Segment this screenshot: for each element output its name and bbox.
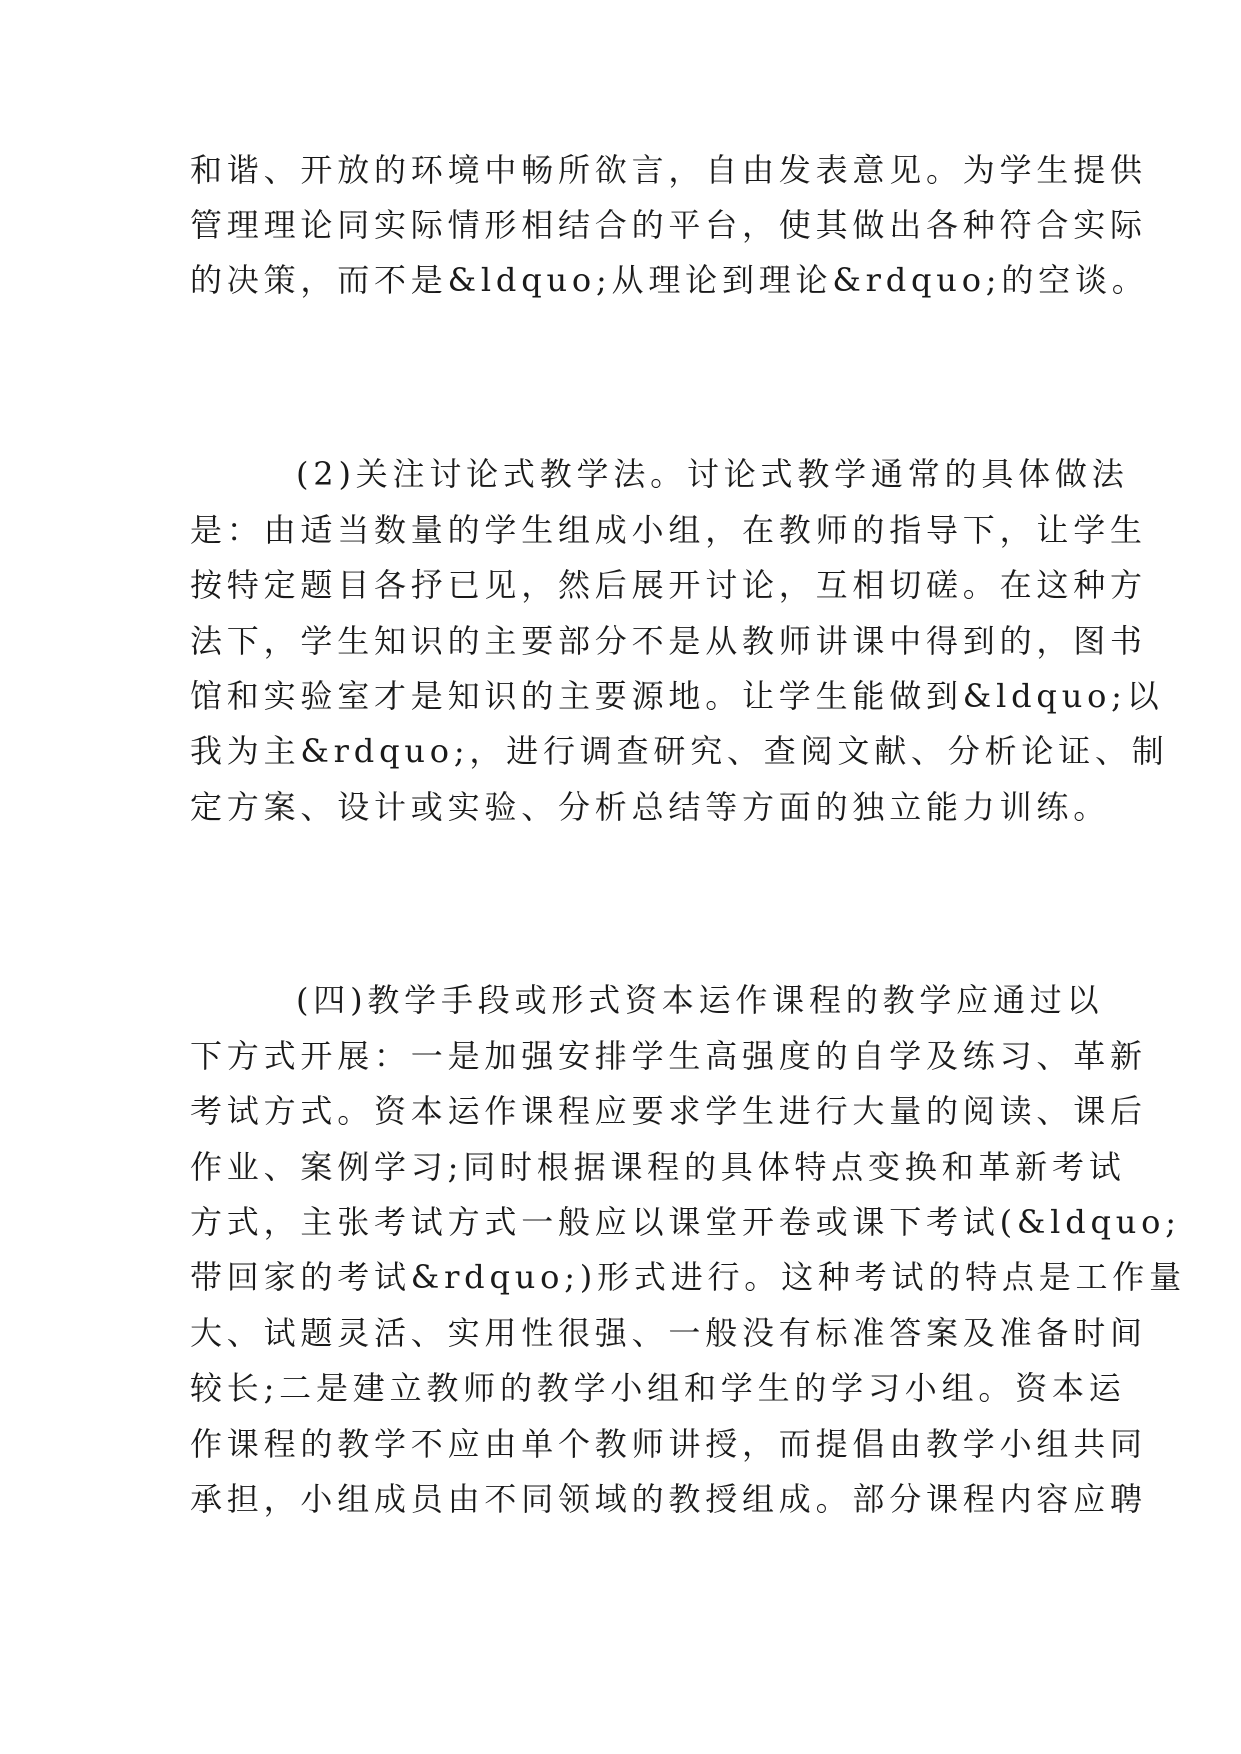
text-line: 带回家的考试&rdquo;)形式进行。这种考试的特点是工作量	[190, 1258, 1186, 1296]
text-line: (2)关注讨论式教学法。讨论式教学通常的具体做法	[296, 455, 1129, 493]
text-line: 承担，小组成员由不同领域的教授组成。部分课程内容应聘	[190, 1480, 1147, 1518]
text-line: 作业、案例学习;同时根据课程的具体特点变换和革新考试	[190, 1148, 1126, 1186]
text-line: 考试方式。资本运作课程应要求学生进行大量的阅读、课后	[190, 1092, 1147, 1130]
text-line: 按特定题目各抒已见，然后展开讨论，互相切磋。在这种方	[190, 566, 1147, 604]
text-line: 作课程的教学不应由单个教师讲授，而提倡由教学小组共同	[190, 1425, 1147, 1463]
text-line: 大、试题灵活、实用性很强、一般没有标准答案及准备时间	[190, 1314, 1147, 1352]
text-line: 法下，学生知识的主要部分不是从教师讲课中得到的，图书	[190, 622, 1147, 660]
text-line: 方式，主张考试方式一般应以课堂开卷或课下考试(&ldquo;	[190, 1203, 1181, 1241]
text-line: 我为主&rdquo;，进行调查研究、查阅文献、分析论证、制	[190, 732, 1169, 770]
text-line: 下方式开展：一是加强安排学生高强度的自学及练习、革新	[190, 1037, 1147, 1075]
text-line: 较长;二是建立教师的教学小组和学生的学习小组。资本运	[190, 1369, 1126, 1407]
text-line: 馆和实验室才是知识的主要源地。让学生能做到&ldquo;以	[190, 677, 1164, 715]
text-line: 是：由适当数量的学生组成小组，在教师的指导下，让学生	[190, 511, 1147, 549]
text-line: (四)教学手段或形式资本运作课程的教学应通过以	[296, 981, 1104, 1019]
text-line: 定方案、设计或实验、分析总结等方面的独立能力训练。	[190, 788, 1111, 826]
text-line: 管理理论同实际情形相结合的平台，使其做出各种符合实际	[190, 206, 1147, 244]
text-line: 和谐、开放的环境中畅所欲言，自由发表意见。为学生提供	[190, 151, 1147, 189]
text-line: 的决策，而不是&ldquo;从理论到理论&rdquo;的空谈。	[190, 261, 1149, 299]
